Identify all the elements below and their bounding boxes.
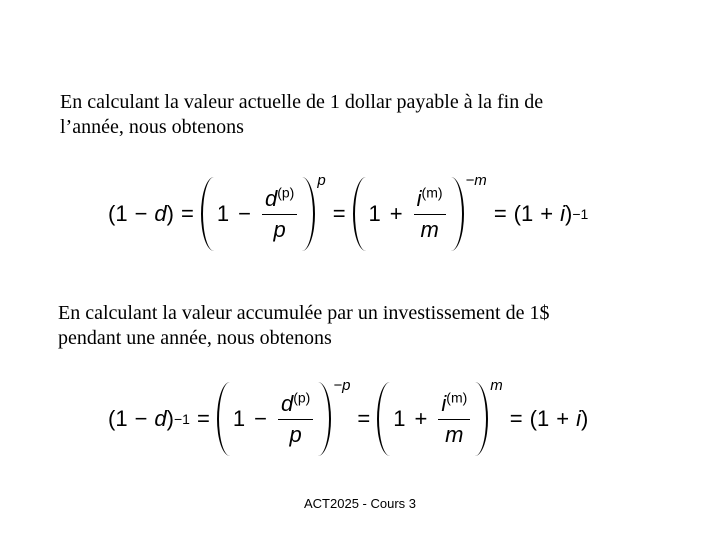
parenthesized-group — [377, 380, 488, 458]
minus-sign: − — [254, 406, 267, 431]
equals-sign: = — [493, 201, 507, 226]
paragraph-line: En calculant la valeur actuelle de 1 dollar payable à la fin de — [60, 91, 544, 113]
paragraph-line: En calculant la valeur accumulée par un investissement de 1$ — [58, 302, 550, 324]
formula-term: 1 — [368, 201, 381, 226]
fraction — [278, 391, 313, 448]
equals-sign: = — [357, 406, 371, 431]
paragraph-line: l’année, nous obtenons — [60, 116, 244, 138]
formula-variable: d — [280, 390, 294, 416]
slide-footer: ACT2025 - Cours 3 — [304, 496, 416, 511]
formula-term: ) — [166, 406, 174, 431]
minus-sign: − — [238, 201, 251, 226]
fraction-numerator — [414, 186, 446, 215]
formula-present-value: (1 − d ) = 1 − $\frac{d^{(p)}}{p}$ p = 1 + $\frac{i^{(m)}}{m}$ −m = (1 + i ) −1 — [108, 172, 588, 256]
parenthesized-group — [217, 380, 331, 458]
formula-term: (1 — [513, 201, 534, 226]
minus-sign: − — [134, 406, 148, 431]
formula-variable: i — [441, 390, 447, 416]
formula-term: ) — [166, 201, 174, 226]
paragraph-present-value — [60, 90, 700, 140]
formula-variable: d — [154, 406, 167, 431]
paragraph-line: pendant une année, nous obtenons — [58, 327, 332, 349]
superscript: (p) — [277, 184, 295, 201]
exponent: −p — [333, 377, 351, 394]
superscript: (m) — [421, 184, 443, 201]
paragraph-accumulated-value — [58, 301, 708, 351]
fraction — [262, 186, 297, 243]
formula-variable: i — [560, 201, 565, 226]
formula-variable: i — [576, 406, 581, 431]
formula-term: 1 — [216, 201, 230, 226]
minus-sign: − — [134, 201, 148, 226]
formula-variable: i — [416, 185, 422, 211]
plus-sign: + — [414, 406, 428, 431]
equals-sign: = — [332, 201, 346, 226]
superscript: (m) — [446, 389, 468, 406]
equals-sign: = — [196, 406, 210, 431]
plus-sign: + — [556, 406, 570, 431]
exponent: p — [317, 172, 326, 189]
equals-sign: = — [509, 406, 523, 431]
superscript: (p) — [293, 389, 311, 406]
formula-accumulated-value: (1 − d ) −1 = 1 − $\frac{d^{(p)}}{p}$ −p = 1 + $\frac{i^{(m)}}{m}$ m = (1 + i ) — [108, 377, 588, 461]
parenthesized-group — [201, 175, 315, 253]
formula-term: (1 — [108, 201, 128, 226]
fraction-numerator — [438, 391, 470, 420]
formula-term: ) — [564, 201, 573, 226]
fraction-numerator — [262, 186, 297, 215]
fraction — [438, 391, 470, 448]
fraction-denominator: m — [420, 216, 439, 242]
formula-term: 1 — [232, 406, 246, 431]
plus-sign: + — [540, 201, 554, 226]
fraction-denominator: p — [289, 421, 302, 447]
exponent: m — [490, 377, 503, 394]
formula-variable: d — [264, 185, 278, 211]
exponent: −m — [465, 172, 487, 189]
fraction-denominator: m — [445, 421, 464, 447]
formula-term: (1 — [529, 406, 550, 431]
fraction-numerator — [278, 391, 313, 420]
formula-variable: d — [154, 201, 167, 226]
formula-term: 1 — [393, 406, 406, 431]
formula-term: ) — [580, 406, 589, 431]
formula-term: (1 — [108, 406, 128, 431]
plus-sign: + — [389, 201, 403, 226]
fraction — [414, 186, 446, 243]
equals-sign: = — [181, 201, 194, 226]
parenthesized-group — [353, 175, 464, 253]
fraction-denominator: p — [273, 216, 286, 242]
